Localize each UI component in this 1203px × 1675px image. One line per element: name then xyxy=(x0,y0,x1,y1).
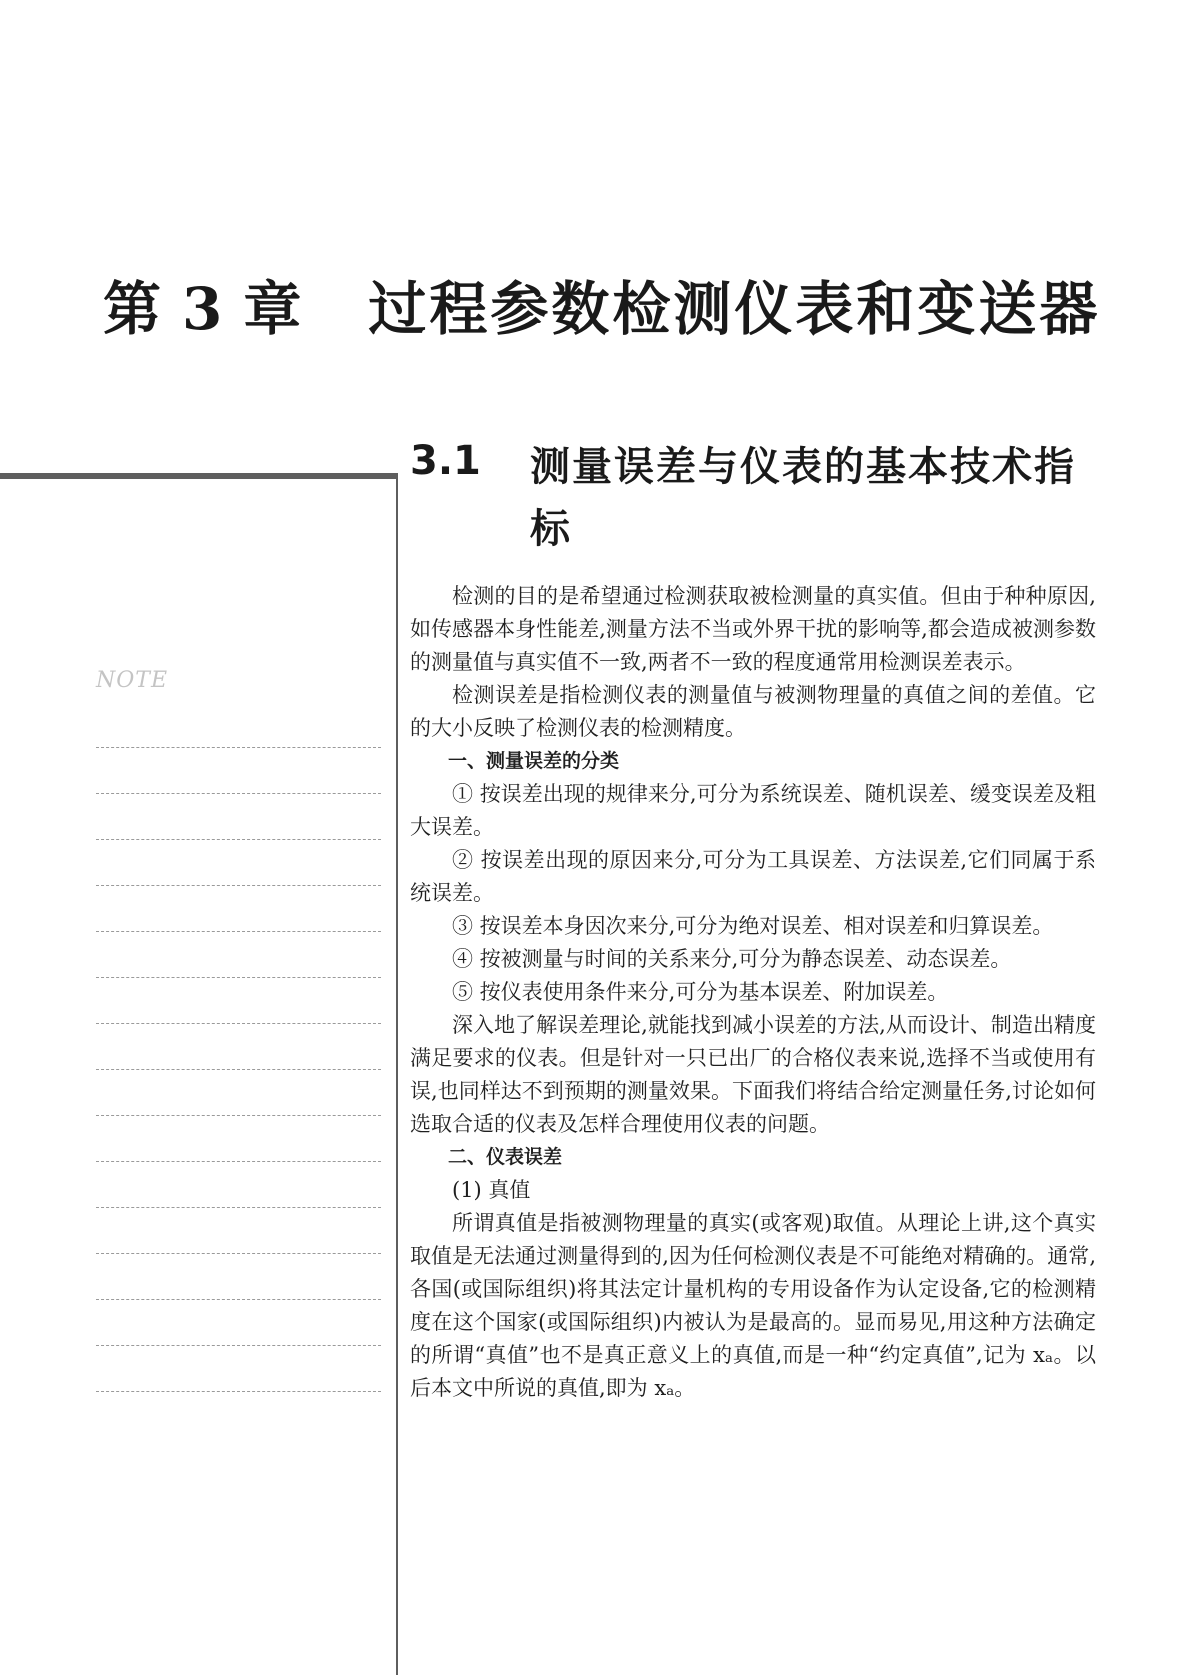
note-ruled-line xyxy=(96,932,381,978)
chapter-number: 3 xyxy=(182,275,226,343)
list-item: ① 按误差出现的规律来分,可分为系统误差、随机误差、缓变误差及粗大误差。 xyxy=(410,782,1096,839)
note-ruled-line xyxy=(96,748,381,794)
subheading: 二、仪表误差 xyxy=(448,1146,563,1168)
section-number: 3.1 xyxy=(410,438,481,484)
list-item: ② 按误差出现的原因来分,可分为工具误差、方法误差,它们同属于系统误差。 xyxy=(410,848,1096,905)
chapter-title xyxy=(103,262,1100,346)
subheading: 一、测量误差的分类 xyxy=(448,750,620,772)
subheading-true-value: (1) 真值 xyxy=(452,1178,531,1202)
body-text xyxy=(410,580,1096,1405)
note-lines xyxy=(96,747,381,1392)
note-ruled-line xyxy=(96,1346,381,1392)
paragraph: 检测误差是指检测仪表的测量值与被测物理量的真值之间的差值。它的大小反映了检测仪表的检测精度。 xyxy=(410,683,1096,740)
margin-vertical-rule xyxy=(396,473,398,1675)
note-ruled-line xyxy=(96,1070,381,1116)
chapter-suffix: 章 xyxy=(243,275,305,343)
note-ruled-line xyxy=(96,1024,381,1070)
section-horizontal-rule xyxy=(0,473,398,479)
note-ruled-line xyxy=(96,886,381,932)
note-ruled-line xyxy=(96,978,381,1024)
note-ruled-line xyxy=(96,1162,381,1208)
note-ruled-line xyxy=(96,1300,381,1346)
note-ruled-line xyxy=(96,1116,381,1162)
paragraph: 检测的目的是希望通过检测获取被检测量的真实值。但由于种种原因,如传感器本身性能差,测量方法不当或外界干扰的影响等,都会造成被测参数的测量值与真实值不一致,两者不一致的程度通常用检测误差表示。 xyxy=(410,584,1096,674)
paragraph: 所谓真值是指被测物理量的真实(或客观)取值。从理论上讲,这个真实取值是无法通过测量得到的,因为任何检测仪表是不可能绝对精确的。通常,各国(或国际组织)将其法定计量机构的专用设备作为认定设备,它的检测精度在这个国家(或国际组织)内被认为是最高的。显而易见,用这种方法确定的所谓“真值”也不是真正意义上的真值,而是一种“约定真值”,记为 xₐ。以后本文中所说的真值,即为 xₐ。 xyxy=(410,1211,1096,1400)
list-item: ⑤ 按仪表使用条件来分,可分为基本误差、附加误差。 xyxy=(452,980,949,1004)
chapter-prefix: 第 xyxy=(103,275,165,343)
note-ruled-line xyxy=(96,794,381,840)
note-ruled-line xyxy=(96,1208,381,1254)
section-title: 测量误差与仪表的基本技术指标 xyxy=(530,444,1076,552)
note-ruled-line xyxy=(96,1254,381,1300)
note-ruled-line xyxy=(96,840,381,886)
list-item: ④ 按被测量与时间的关系来分,可分为静态误差、动态误差。 xyxy=(452,947,1012,971)
chapter-title-text: 过程参数检测仪表和变送器 xyxy=(368,275,1101,343)
note-label: NOTE xyxy=(96,668,169,693)
list-item: ③ 按误差本身因次来分,可分为绝对误差、相对误差和归算误差。 xyxy=(452,914,1054,938)
paragraph: 深入地了解误差理论,就能找到减小误差的方法,从而设计、制造出精度满足要求的仪表。但是针对一只已出厂的合格仪表来说,选择不当或使用有误,也同样达不到预期的测量效果。下面我们将结合给定测量任务,讨论如何选取合适的仪表及怎样合理使用仪表的问题。 xyxy=(410,1013,1096,1136)
